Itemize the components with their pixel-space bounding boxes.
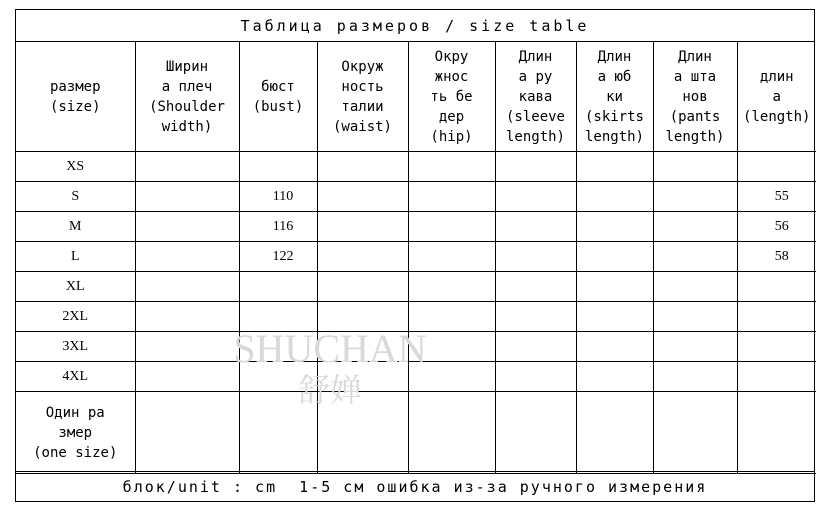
cell-length bbox=[737, 152, 816, 182]
cell-pants-length bbox=[653, 242, 737, 272]
cell-sleeve-length bbox=[495, 182, 576, 212]
table-title: Таблица размеров / size table bbox=[16, 10, 814, 42]
cell-skirts-length bbox=[576, 332, 653, 362]
cell-shoulder-width bbox=[135, 272, 239, 302]
cell-size: Один ра змер (one size) bbox=[16, 392, 135, 474]
cell-sleeve-length bbox=[495, 272, 576, 302]
cell-bust bbox=[239, 302, 317, 332]
header-sleeve-length: Длин а ру кава (sleeve length) bbox=[495, 42, 576, 152]
cell-sleeve-length bbox=[495, 362, 576, 392]
cell-waist bbox=[317, 212, 408, 242]
cell-skirts-length bbox=[576, 302, 653, 332]
cell-size: 3XL bbox=[16, 332, 135, 362]
cell-shoulder-width bbox=[135, 302, 239, 332]
header-hip: Окру жнос ть бе дер (hip) bbox=[408, 42, 495, 152]
table-row bbox=[16, 392, 816, 474]
header-skirts-length: Длин а юб ки (skirts length) bbox=[576, 42, 653, 152]
header-size: размер (size) bbox=[16, 42, 135, 152]
table-row bbox=[16, 302, 816, 332]
header-waist: Окруж ность талии (waist) bbox=[317, 42, 408, 152]
cell-sleeve-length bbox=[495, 332, 576, 362]
cell-length: 56 bbox=[737, 212, 816, 242]
cell-pants-length bbox=[653, 152, 737, 182]
cell-pants-length bbox=[653, 392, 737, 474]
table-row bbox=[16, 212, 816, 242]
cell-hip bbox=[408, 332, 495, 362]
cell-pants-length bbox=[653, 302, 737, 332]
header-length: длин а (length) bbox=[737, 42, 816, 152]
cell-size: S bbox=[16, 182, 135, 212]
cell-hip bbox=[408, 392, 495, 474]
cell-shoulder-width bbox=[135, 152, 239, 182]
cell-length bbox=[737, 332, 816, 362]
cell-length bbox=[737, 302, 816, 332]
cell-bust: 122 bbox=[239, 242, 317, 272]
table-row bbox=[16, 152, 816, 182]
cell-hip bbox=[408, 182, 495, 212]
cell-skirts-length bbox=[576, 272, 653, 302]
cell-sleeve-length bbox=[495, 152, 576, 182]
cell-shoulder-width bbox=[135, 212, 239, 242]
cell-skirts-length bbox=[576, 362, 653, 392]
cell-length: 55 bbox=[737, 182, 816, 212]
cell-waist bbox=[317, 152, 408, 182]
header-shoulder-width: Ширин а плеч (Shoulder width) bbox=[135, 42, 239, 152]
table-row bbox=[16, 362, 816, 392]
cell-length bbox=[737, 362, 816, 392]
cell-waist bbox=[317, 272, 408, 302]
table-row bbox=[16, 332, 816, 362]
cell-skirts-length bbox=[576, 182, 653, 212]
cell-hip bbox=[408, 212, 495, 242]
table-row bbox=[16, 182, 816, 212]
size-chart bbox=[15, 9, 815, 502]
cell-skirts-length bbox=[576, 152, 653, 182]
cell-size: L bbox=[16, 242, 135, 272]
cell-bust bbox=[239, 392, 317, 474]
cell-hip bbox=[408, 302, 495, 332]
table-footer: блок/unit : cm 1-5 см ошибка из-за ручного измерения bbox=[16, 471, 814, 501]
cell-hip bbox=[408, 362, 495, 392]
cell-sleeve-length bbox=[495, 212, 576, 242]
cell-bust bbox=[239, 332, 317, 362]
cell-waist bbox=[317, 242, 408, 272]
cell-skirts-length bbox=[576, 242, 653, 272]
cell-waist bbox=[317, 182, 408, 212]
cell-sleeve-length bbox=[495, 302, 576, 332]
cell-hip bbox=[408, 242, 495, 272]
cell-waist bbox=[317, 392, 408, 474]
watermark-latin: SHUCHAN bbox=[233, 326, 427, 371]
cell-size: M bbox=[16, 212, 135, 242]
cell-bust: 110 bbox=[239, 182, 317, 212]
cell-bust bbox=[239, 152, 317, 182]
cell-length: 58 bbox=[737, 242, 816, 272]
header-row bbox=[16, 42, 816, 152]
watermark-cjk: 舒婵 bbox=[297, 371, 362, 409]
cell-pants-length bbox=[653, 212, 737, 242]
cell-bust: 116 bbox=[239, 212, 317, 242]
cell-skirts-length bbox=[576, 392, 653, 474]
header-pants-length: Длин а шта нов (pants length) bbox=[653, 42, 737, 152]
cell-shoulder-width bbox=[135, 362, 239, 392]
size-table bbox=[16, 42, 816, 474]
cell-waist bbox=[317, 362, 408, 392]
cell-pants-length bbox=[653, 362, 737, 392]
cell-bust bbox=[239, 362, 317, 392]
cell-waist bbox=[317, 302, 408, 332]
cell-pants-length bbox=[653, 182, 737, 212]
cell-sleeve-length bbox=[495, 392, 576, 474]
cell-length bbox=[737, 392, 816, 474]
cell-size: XL bbox=[16, 272, 135, 302]
cell-shoulder-width bbox=[135, 332, 239, 362]
cell-length bbox=[737, 272, 816, 302]
cell-hip bbox=[408, 152, 495, 182]
cell-size: 4XL bbox=[16, 362, 135, 392]
cell-hip bbox=[408, 272, 495, 302]
cell-size: XS bbox=[16, 152, 135, 182]
cell-pants-length bbox=[653, 332, 737, 362]
cell-sleeve-length bbox=[495, 242, 576, 272]
cell-waist bbox=[317, 332, 408, 362]
cell-bust bbox=[239, 272, 317, 302]
header-bust: бюст (bust) bbox=[239, 42, 317, 152]
cell-skirts-length bbox=[576, 212, 653, 242]
cell-shoulder-width bbox=[135, 182, 239, 212]
cell-shoulder-width bbox=[135, 242, 239, 272]
table-row bbox=[16, 242, 816, 272]
cell-pants-length bbox=[653, 272, 737, 302]
table-row bbox=[16, 272, 816, 302]
cell-size: 2XL bbox=[16, 302, 135, 332]
cell-shoulder-width bbox=[135, 392, 239, 474]
